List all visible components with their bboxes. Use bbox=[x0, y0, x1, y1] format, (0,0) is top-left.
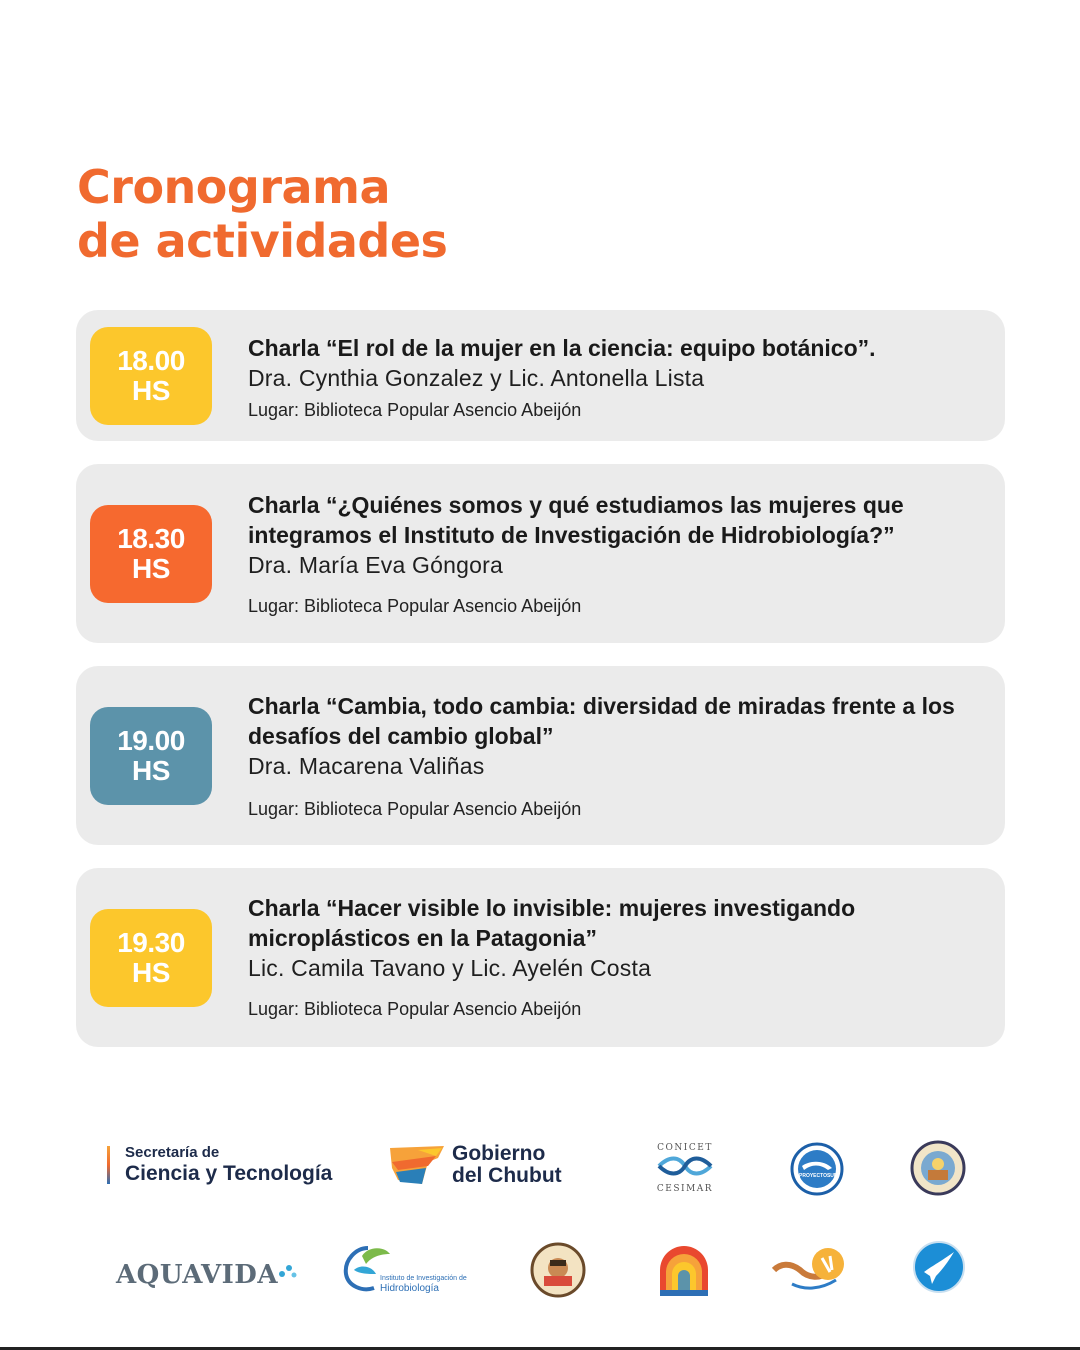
aquavida-splash-icon bbox=[276, 1260, 298, 1282]
schedule-item-3 bbox=[76, 666, 1005, 845]
spiral-wave-icon bbox=[770, 1240, 850, 1300]
talk-title: Charla “Hacer visible lo invisible: mujeres investigando microplásticos en la Patagonia” bbox=[248, 895, 856, 951]
hidrobiologia-logo bbox=[338, 1240, 478, 1300]
time-badge bbox=[90, 909, 212, 1007]
secretaria-ciencia-logo bbox=[107, 1144, 367, 1188]
round-seal-logo bbox=[910, 1140, 966, 1196]
title-line-2: de actividades bbox=[77, 214, 448, 268]
speaker: Dra. Cynthia Gonzalez y Lic. Antonella Lista bbox=[248, 365, 705, 391]
proyecto-sur-icon bbox=[790, 1142, 844, 1196]
seal-icon bbox=[910, 1140, 966, 1196]
schedule-item-1 bbox=[76, 310, 1005, 441]
speaker: Lic. Camila Tavano y Lic. Ayelén Costa bbox=[248, 955, 652, 981]
time-unit: HS bbox=[132, 957, 170, 988]
hidrobiologia-line-1: Instituto de Investigación de bbox=[380, 1275, 467, 1282]
speaker: Dra. Macarena Valiñas bbox=[248, 753, 485, 779]
aquavida-label: AQUAVIDA bbox=[116, 1260, 279, 1290]
time-unit: HS bbox=[132, 553, 170, 584]
time-unit: HS bbox=[132, 375, 170, 406]
venue: Lugar: Biblioteca Popular Asencio Abeijón bbox=[248, 400, 582, 420]
time-badge bbox=[90, 505, 212, 603]
rainbow-arch-icon bbox=[658, 1242, 710, 1298]
conicet-label: CONICET bbox=[657, 1143, 713, 1153]
bird-icon bbox=[912, 1240, 966, 1298]
rainbow-school-logo bbox=[658, 1242, 710, 1298]
talk-title: Charla “Cambia, todo cambia: diversidad de miradas frente a los desafíos del cambio global” bbox=[248, 693, 955, 749]
proyecto-sur-label: PROYECTOSUR bbox=[799, 1173, 838, 1179]
time-value: 19.30 bbox=[117, 927, 185, 958]
time-value: 18.00 bbox=[117, 345, 185, 376]
time-unit: HS bbox=[132, 755, 170, 786]
time-badge bbox=[90, 707, 212, 805]
talk-title: Charla “El rol de la mujer en la ciencia: equipo botánico”. bbox=[248, 335, 876, 361]
bird-circle-logo bbox=[912, 1240, 966, 1298]
aquavida-logo bbox=[116, 1254, 296, 1294]
library-seal-icon bbox=[530, 1242, 586, 1298]
sponsor-logos bbox=[0, 1120, 1080, 1320]
secretaria-line-1: Secretaría de bbox=[125, 1144, 220, 1161]
speaker: Dra. María Eva Góngora bbox=[248, 552, 503, 578]
page-title bbox=[77, 160, 447, 268]
chubut-map-icon bbox=[388, 1144, 446, 1188]
ameghino-logo bbox=[770, 1240, 850, 1300]
secretaria-line-2: Ciencia y Tecnología bbox=[125, 1162, 333, 1185]
gobierno-chubut-logo bbox=[388, 1142, 578, 1190]
venue: Lugar: Biblioteca Popular Asencio Abeijón bbox=[248, 799, 582, 819]
schedule-item-4 bbox=[76, 868, 1005, 1047]
schedule-item-2 bbox=[76, 464, 1005, 643]
venue: Lugar: Biblioteca Popular Asencio Abeijón bbox=[248, 999, 582, 1019]
time-value: 19.00 bbox=[117, 725, 185, 756]
venue: Lugar: Biblioteca Popular Asencio Abeijón bbox=[248, 596, 582, 616]
gobierno-line-2: del Chubut bbox=[452, 1164, 562, 1187]
title-line-1: Cronograma bbox=[77, 160, 391, 214]
biblioteca-popular-logo bbox=[530, 1242, 586, 1298]
time-badge bbox=[90, 327, 212, 425]
talk-title: Charla “¿Quiénes somos y qué estudiamos las mujeres que integramos el Instituto de Investigación de Hidrobiología?” bbox=[248, 492, 904, 548]
conicet-cesimar-logo bbox=[652, 1142, 718, 1198]
conicet-wave-icon bbox=[655, 1154, 715, 1178]
cesimar-label: CESIMAR bbox=[656, 1184, 714, 1194]
proyecto-sur-logo bbox=[790, 1142, 844, 1196]
hidrobiologia-line-2: Hidrobiología bbox=[380, 1283, 439, 1294]
time-value: 18.30 bbox=[117, 523, 185, 554]
gobierno-line-1: Gobierno bbox=[452, 1142, 546, 1165]
